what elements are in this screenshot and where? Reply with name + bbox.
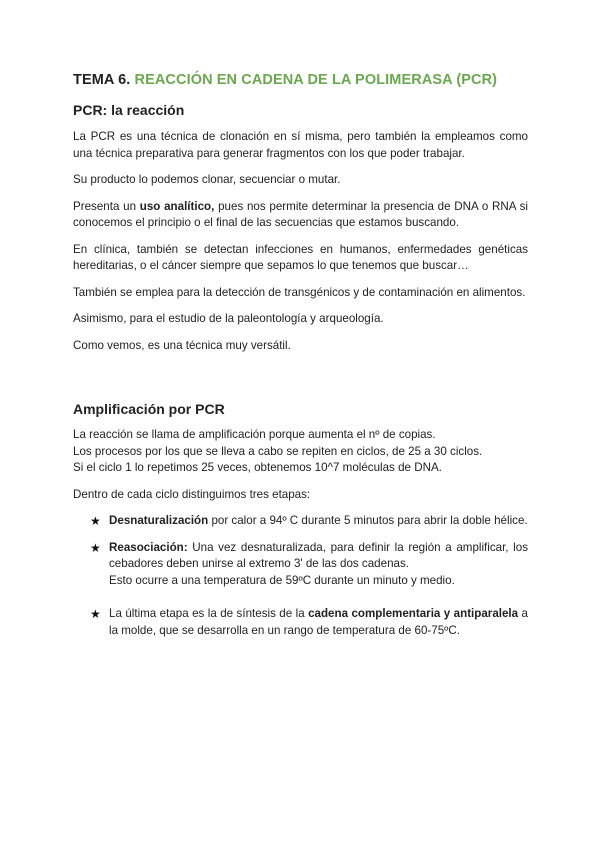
amplification-line-2: Los procesos por los que se lleva a cabo se repiten en ciclos, de 25 a 30 ciclos. (73, 444, 483, 458)
title-prefix: TEMA 6. (73, 72, 131, 88)
amplification-line-1: La reacción se llama de amplificación porque aumenta el nº de copias. (73, 428, 436, 441)
paragraph-paleontology: Asimismo, para el estudio de la paleontología y arqueología. (73, 312, 384, 325)
paragraph-versatile: Como vemos, es una técnica muy versátil. (73, 338, 291, 352)
stages-list (73, 513, 528, 639)
section-spacer (73, 364, 528, 401)
paragraph-amplification (73, 427, 528, 477)
stage-denaturation-title: Desnaturalización (109, 514, 209, 527)
paragraph-definition: La PCR es una técnica de clonación en sí misma, pero también la empleamos como una técnica preparativa para generar fragmentos con los que poder trabajar. (73, 130, 528, 160)
paragraph-transgenic: También se emplea para la detección de transgénicos y de contaminación en alimentos. (73, 285, 526, 299)
paragraph-analytic-use (73, 199, 528, 232)
stage-denaturation-text: por calor a 94º C durante 5 minutos para abrir la doble hélice. (208, 514, 528, 527)
section-heading-reaction: PCR: la reacción (73, 102, 185, 118)
paragraph-clinical: En clínica, también se detectan infecciones en humanos, enfermedades genéticas hereditarias, o el cáncer siempre que sepamos lo que tenemos que buscar… (73, 242, 528, 272)
star-bullet-icon: ★ (90, 514, 101, 528)
stage-denaturation (90, 513, 528, 530)
stage-extension-bold: cadena complementaria y antiparalela (308, 607, 519, 620)
star-bullet-icon: ★ (90, 540, 101, 555)
stage-extension-pre: La última etapa es la de síntesis de la (109, 607, 309, 620)
analytic-bold: uso analítico, (139, 199, 215, 213)
stage-annealing (90, 540, 528, 590)
page-title (73, 72, 528, 88)
paragraph-product: Su producto lo podemos clonar, secuenciar o mutar. (73, 173, 341, 186)
title-accent: REACCIÓN EN CADENA DE LA POLIMERASA (PCR) (134, 72, 498, 88)
stage-extension (90, 606, 528, 639)
star-bullet-icon: ★ (90, 607, 101, 621)
paragraph-stages-intro: Dentro de cada ciclo distinguimos tres etapas: (73, 487, 311, 501)
stage-annealing-text: Una vez desnaturalizada, para definir la región a amplificar, los cebadores deben unirse al extremo 3' de las dos cadenas. (109, 540, 528, 570)
analytic-pre: Presenta un (73, 199, 140, 213)
stage-annealing-subtext: Esto ocurre a una temperatura de 59ºC durante un minuto y medio. (109, 573, 455, 587)
analytic-post: pues nos permite determinar la presencia de DNA o RNA si conocemos el principio o el final de las secuencias que estamos buscando. (73, 199, 528, 229)
section-heading-amplification: Amplificación por PCR (73, 401, 225, 417)
stage-extension-post: a la molde, que se desarrolla en un rango de temperatura de 60-75ºC. (109, 607, 528, 637)
amplification-line-3: Si el ciclo 1 lo repetimos 25 veces, obtenemos 10^7 moléculas de DNA. (73, 461, 442, 474)
stage-annealing-title: Reasociación: (109, 540, 188, 554)
